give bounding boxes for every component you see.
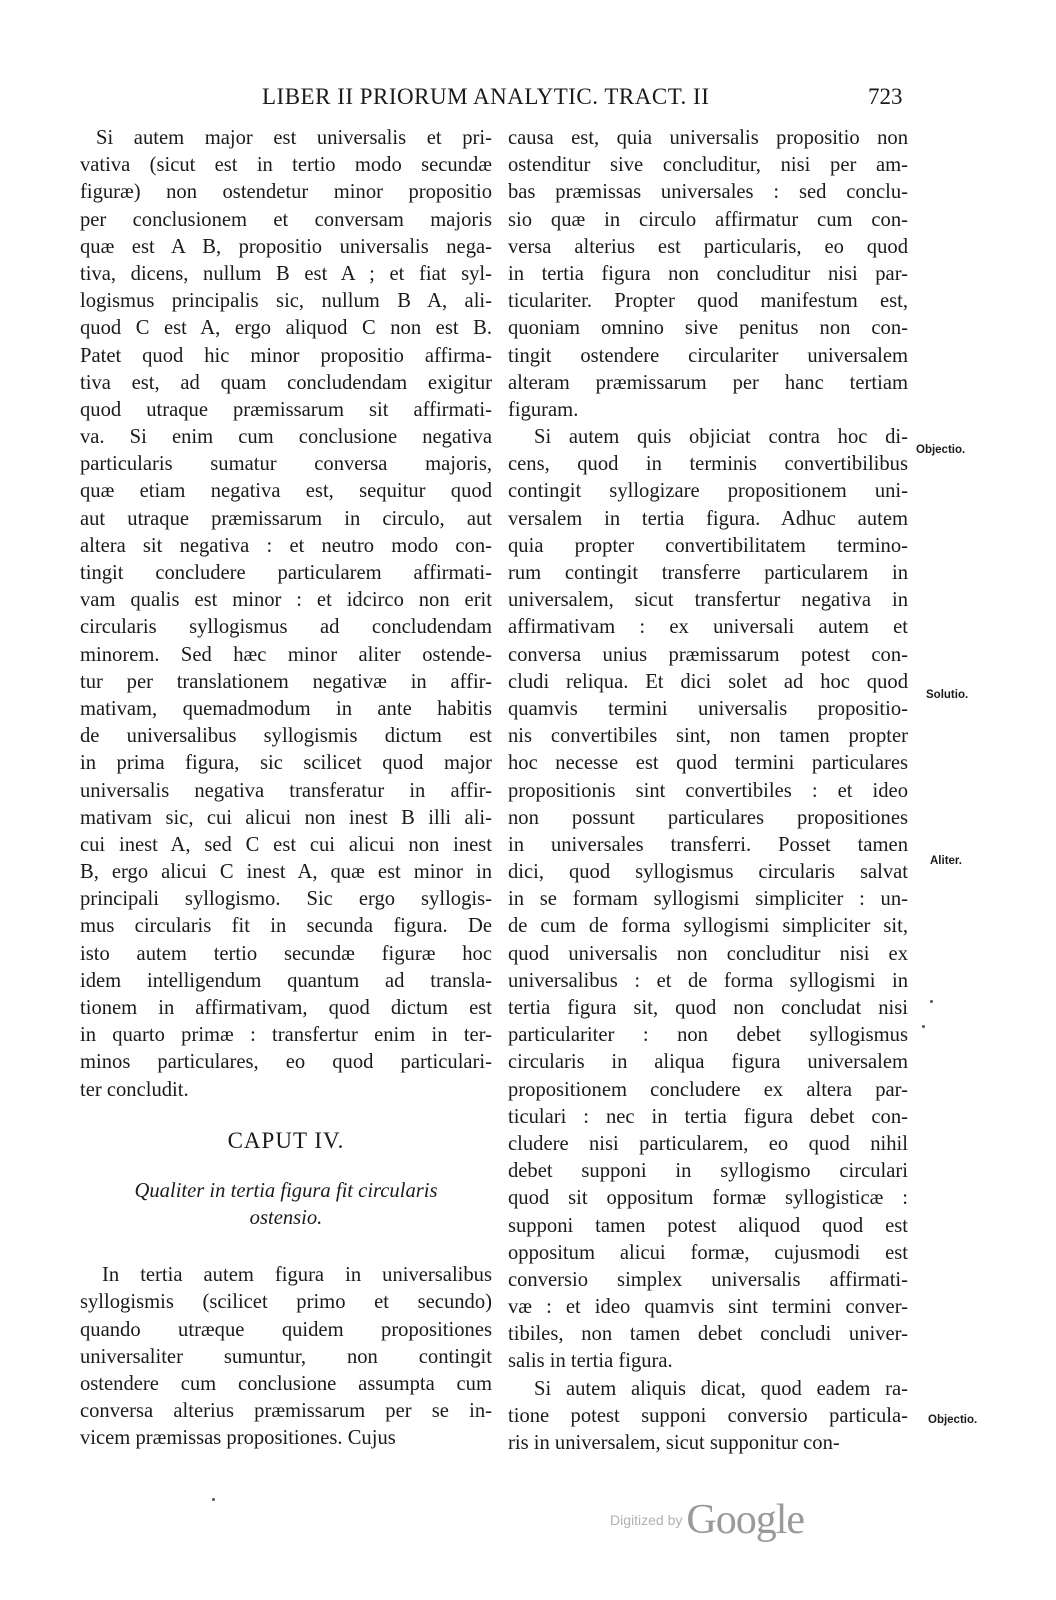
text-line: tiva, dicens, nullum B est A ; et fiat syl- (80, 262, 492, 285)
text-line: ostendere cum conclusione assumpta cum (80, 1372, 492, 1395)
text-line: oppositum alicui formæ, cujusmodi est (508, 1241, 908, 1264)
text-line: ris in universalem, sicut supponitur con- (508, 1432, 840, 1454)
text-line: versalem in tertia figura. Adhuc autem (508, 507, 908, 530)
text-line: cludere nisi particularem, eo quod nihil (508, 1132, 908, 1155)
text-line: væ : et ideo quamvis sint termini conver- (508, 1296, 908, 1319)
page-header (0, 84, 1056, 120)
chapter-heading: CAPUT IV. (227, 1127, 345, 1153)
text-line: isto autem tertio secundæ figuræ hoc (80, 942, 492, 965)
ink-speck (930, 1000, 933, 1003)
text-line: quia propter convertibilitatem termino- (508, 534, 908, 557)
text-line: In tertia autem figura in universalibus (102, 1264, 492, 1287)
text-line: figuram. (508, 398, 579, 421)
text-line: quod C est A, ergo aliquod C non est B. (80, 317, 492, 340)
text-line: tiva est, ad quam concludendam exigitur (80, 371, 492, 394)
text-line: salis in tertia figura. (508, 1350, 673, 1373)
text-line: mativam sic, cui alicui non inest B illi ali- (80, 806, 492, 829)
text-line: tingit concludere particularem affirmati- (80, 562, 492, 584)
text-line: rum contingit transferre particularem in (508, 562, 908, 584)
text-line: non possunt particulares propositiones (508, 806, 908, 829)
right-column (508, 125, 908, 1457)
text-line: idem intelligendum quantum ad transla- (80, 969, 492, 992)
left-paragraph-2 (80, 1262, 492, 1452)
margin-note-objectio-2: Objectio. (928, 1414, 978, 1426)
text-line: conversa alterius præmissarum per se in- (80, 1400, 492, 1423)
text-line: nis convertibiles sint, non tamen propter (508, 725, 908, 748)
text-line: quamvis termini universalis propositio- (508, 697, 908, 720)
text-line: Patet quod hic minor propositio affirma- (80, 344, 492, 367)
digitized-label: Digitized by (610, 1512, 683, 1528)
margin-note-solutio: Solutio. (926, 689, 969, 701)
text-line: versa alterius est particularis, eo quod (508, 235, 908, 258)
text-line: propositionem concludere ex altera par- (508, 1078, 908, 1101)
text-line: propositionis sint convertibiles : et ideo (508, 779, 908, 802)
text-line: circularis in aliqua figura universalem (508, 1051, 908, 1074)
margin-note-aliter: Aliter. (930, 855, 962, 867)
text-line: quod sit oppositum formæ syllogisticæ : (508, 1187, 908, 1210)
text-line: cludi reliqua. Et dici solet ad hoc quod (508, 670, 908, 693)
text-line: in tertia figura non concluditur nisi par- (508, 262, 908, 285)
text-line: altera sit negativa : et neutro modo con- (80, 534, 492, 557)
text-line: ter concludit. (80, 1078, 189, 1101)
text-line: universalis negativa transferatur in affir- (80, 779, 492, 802)
google-logo: Google (686, 1497, 805, 1543)
text-line: B, ergo alicui C inest A, quæ est minor in (80, 861, 492, 884)
text-line: debet supponi in syllogismo circulari (508, 1160, 908, 1183)
text-line: dici, quod syllogismus circularis salvat (508, 861, 908, 884)
text-line: cui inest A, sed C est cui alicui non inest (80, 833, 492, 856)
left-paragraph-1 (80, 125, 492, 1104)
ink-speck (922, 1025, 925, 1028)
text-line: universalem, sicut transfertur negativa in (508, 589, 908, 612)
text-line: tionem in affirmativam, quod dictum est (80, 997, 492, 1019)
text-line: Si autem major est universalis et pri- (96, 127, 492, 149)
text-line: quæ etiam negativa est, sequitur quod (80, 480, 492, 503)
text-line: quod utraque præmissarum sit affirmati- (80, 398, 492, 421)
left-column (80, 125, 492, 1452)
text-line: sio quæ in circulo affirmatur cum con- (508, 208, 908, 231)
text-line: minorem. Sed hæc minor aliter ostende- (80, 643, 492, 666)
text-line: affirmativam : ex universali autem et (508, 616, 908, 639)
text-line: Si autem quis objiciat contra hoc di- (534, 426, 908, 449)
right-paragraph-2 (508, 424, 908, 1376)
text-line: quoniam omnino sive penitus non con- (508, 317, 908, 340)
text-line: bas præmissas universales : sed conclu- (508, 181, 908, 204)
ink-speck (212, 1498, 215, 1501)
text-line: mativam, quemadmodum in ante habitis (80, 697, 492, 720)
text-line: ticulari : nec in tertia figura debet con- (508, 1105, 908, 1128)
text-line: per conclusionem et conversam majoris (80, 208, 492, 231)
margin-note-objectio: Objectio. (916, 444, 966, 456)
text-line: in quarto primæ : transfertur enim in ter- (80, 1024, 492, 1047)
text-line: supponi tamen potest aliquod quod est (508, 1214, 908, 1237)
text-line: conversio simplex universalis affirmati- (508, 1268, 908, 1291)
chapter-subtitle (80, 1178, 492, 1232)
chapter-subtitle-line: Qualiter in tertia figura fit circularis (134, 1179, 438, 1202)
text-line: cens, quod in terminis convertibilibus (508, 453, 908, 476)
text-line: tingit ostendere circulariter universalem (508, 344, 908, 367)
text-line: de universalibus syllogismis dictum est (80, 725, 492, 748)
text-line: universalibus : et de forma syllogismi in (508, 969, 908, 992)
text-line: in universales transferri. Posset tamen (508, 833, 908, 856)
text-line: hoc necesse est quod termini particulares (508, 752, 908, 775)
text-line: aut utraque præmissarum in circulo, aut (80, 507, 492, 530)
text-line: universaliter sumuntur, non contingit (80, 1345, 492, 1368)
text-line: minos particulares, eo quod particulari- (80, 1051, 492, 1074)
spacer (80, 1232, 492, 1262)
text-line: ostenditur sive concluditur, nisi per am- (508, 154, 908, 177)
text-line: tibiles, non tamen debet concludi univer- (508, 1323, 908, 1346)
text-line: tertia figura sit, quod non concludat nisi (508, 997, 908, 1019)
text-line: figuræ) non ostendetur minor propositio (80, 181, 492, 204)
text-line: syllogismis (scilicet primo et secundo) (80, 1291, 492, 1314)
text-line: tione potest supponi conversio particula- (508, 1404, 908, 1427)
text-line: Si autem aliquis dicat, quod eadem ra- (534, 1377, 908, 1400)
text-line: in prima figura, sic scilicet quod major (80, 752, 492, 775)
text-line: vam qualis est minor : et idcirco non erit (80, 589, 492, 612)
page-number: 723 (868, 84, 903, 109)
text-line: tur per translationem negativæ in affir- (80, 670, 492, 693)
text-line: causa est, quia universalis propositio non (508, 127, 908, 149)
text-line: quæ est A B, propositio universalis nega- (80, 235, 492, 258)
text-line: mus circularis fit in secunda figura. De (80, 915, 492, 938)
text-line: particulariter : non debet syllogismus (508, 1024, 908, 1047)
text-line: principali syllogismo. Sic ergo syllogis- (80, 888, 492, 911)
text-line: particularis sumatur conversa majoris, (80, 453, 492, 476)
text-line: conversa unius præmissarum potest con- (508, 643, 908, 666)
text-line: va. Si enim cum conclusione negativa (80, 426, 492, 449)
text-line: vicem præmissas propositiones. Cujus (80, 1427, 396, 1450)
text-line: logismus principalis sic, nullum B A, ali- (80, 290, 492, 313)
digitized-footer (610, 1496, 804, 1544)
running-title: LIBER II PRIORUM ANALYTIC. TRACT. II (262, 84, 710, 109)
text-line: contingit syllogizare propositionem uni- (508, 480, 908, 503)
text-line: alteram præmissarum per hanc tertiam (508, 371, 908, 394)
text-line: vativa (sicut est in tertio modo secundæ (80, 154, 492, 177)
right-paragraph-1 (508, 125, 908, 424)
right-paragraph-3 (508, 1376, 908, 1458)
text-line: circularis syllogismus ad concludendam (80, 616, 492, 639)
text-line: quando utræque quidem propositiones (80, 1318, 492, 1341)
chapter-subtitle-line: ostensio. (249, 1206, 323, 1229)
text-line: ticulariter. Propter quod manifestum est, (508, 290, 908, 313)
text-line: de cum de forma syllogismi simpliciter sit, (508, 915, 908, 938)
text-line: in se formam syllogismi simpliciter : un- (508, 888, 908, 911)
text-line: quod universalis non concluditur nisi ex (508, 942, 908, 965)
